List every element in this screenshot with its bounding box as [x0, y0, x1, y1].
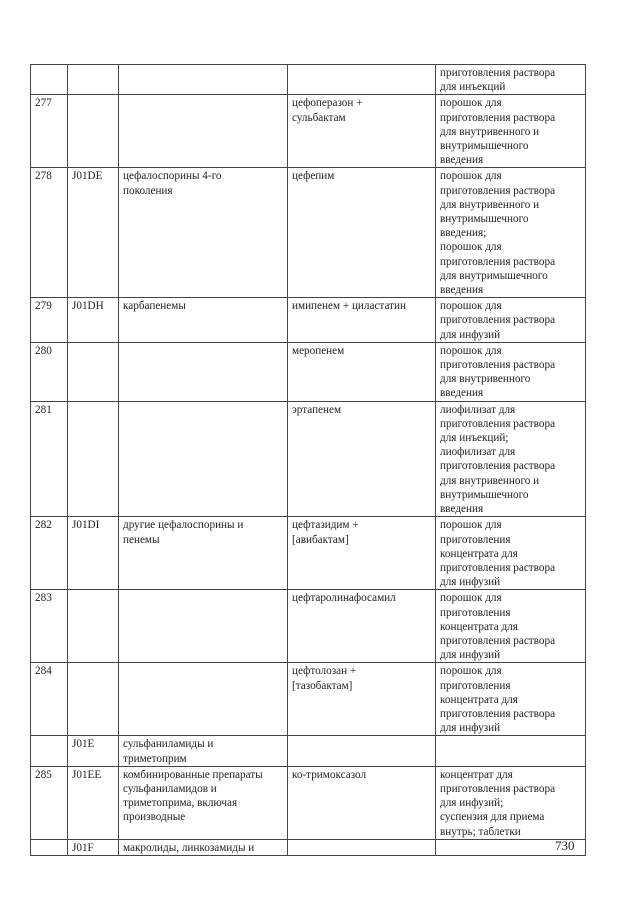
dosage-form-line: порошок для: [440, 170, 502, 183]
atc-group-line: триметоприма, включая: [123, 797, 238, 810]
atc-group-cell: [119, 342, 288, 401]
dosage-form-line: для инфузий: [440, 328, 501, 341]
drug-table: [30, 64, 586, 856]
atc-group-line: сульфаниламиды и: [123, 738, 214, 751]
dosage-form-line: концентрата для: [440, 693, 518, 706]
drug-name-line: имипенем + циластатин: [292, 300, 406, 313]
table-row: [31, 342, 586, 401]
table-row: [31, 736, 586, 766]
dosage-form-cell: [436, 168, 586, 298]
atc-group-cell: [119, 766, 288, 839]
dosage-form-line: для инфузий: [440, 722, 501, 735]
row-number-cell: [31, 65, 68, 95]
table-row: [31, 168, 586, 298]
atc-code-cell: [68, 95, 119, 168]
drug-name-cell: [288, 298, 436, 343]
atc-code-cell: [68, 65, 119, 95]
dosage-form-line: суспензия для приема: [440, 811, 545, 824]
dosage-form-line: для инфузий: [440, 649, 501, 662]
dosage-form-line: для внутримышечного: [440, 269, 548, 282]
table-row: [31, 401, 586, 517]
dosage-form-line: внутримышечного: [440, 488, 529, 501]
atc-group-line: сульфаниламидов и: [123, 782, 217, 795]
dosage-form-line: концентрат для: [440, 768, 513, 781]
drug-name-line: цефтолозан +: [292, 665, 357, 678]
atc-code-cell: [68, 766, 119, 839]
row-number: 277: [35, 97, 52, 110]
row-number: 281: [35, 403, 52, 416]
drug-name-line: [авибактам]: [292, 533, 349, 546]
atc-code: J01EE: [72, 768, 102, 781]
dosage-form-line: приготовления раствора: [440, 417, 556, 430]
dosage-form-line: введения: [440, 387, 484, 400]
atc-code-cell: [68, 401, 119, 517]
dosage-form-line: введения;: [440, 227, 487, 240]
dosage-form-line: для инфузий;: [440, 797, 504, 810]
atc-group-line: макролиды, линкозамиды и: [123, 841, 255, 854]
drug-name-cell: [288, 95, 436, 168]
atc-code-cell: [68, 736, 119, 766]
row-number-cell: [31, 766, 68, 839]
dosage-form-line: приготовления раствора: [440, 782, 556, 795]
drug-name-cell: [288, 517, 436, 590]
atc-group-cell: [119, 736, 288, 766]
dosage-form-line: для внутривенного и: [440, 198, 540, 211]
row-number: 280: [35, 344, 52, 357]
atc-code-cell: [68, 168, 119, 298]
atc-group-line: триметоприм: [123, 752, 187, 765]
dosage-form-cell: [436, 766, 586, 839]
dosage-form-line: порошок для: [440, 665, 502, 678]
atc-code: J01DI: [72, 519, 100, 532]
row-number-cell: [31, 663, 68, 736]
row-number-cell: [31, 517, 68, 590]
row-number-cell: [31, 401, 68, 517]
atc-group-cell: [119, 95, 288, 168]
dosage-form-line: для внутривенного и: [440, 474, 540, 487]
atc-code: J01DE: [72, 170, 103, 183]
drug-name-cell: [288, 663, 436, 736]
drug-name-cell: [288, 736, 436, 766]
dosage-form-line: концентрата для: [440, 547, 518, 560]
row-number-cell: [31, 168, 68, 298]
drug-name-cell: [288, 401, 436, 517]
drug-name-cell: [288, 590, 436, 663]
atc-code: J01F: [72, 841, 94, 854]
dosage-form-line: лиофилизат для: [440, 446, 516, 459]
dosage-form-line: для инъекций: [440, 81, 506, 94]
atc-group-cell: [119, 590, 288, 663]
page-number: 730: [555, 838, 575, 853]
table-row: [31, 298, 586, 343]
drug-name-line: сульбактам: [292, 111, 346, 124]
dosage-form-line: порошок для: [440, 344, 502, 357]
atc-code: J01DH: [72, 300, 104, 313]
dosage-form-line: приготовления раствора: [440, 561, 556, 574]
row-number: 283: [35, 592, 52, 605]
atc-code-cell: [68, 298, 119, 343]
dosage-form-line: внутримышечного: [440, 213, 529, 226]
dosage-form-line: введения: [440, 503, 484, 516]
dosage-form-line: порошок для: [440, 97, 502, 110]
atc-group-cell: [119, 168, 288, 298]
dosage-form-line: для инъекций;: [440, 432, 509, 445]
table-row: [31, 663, 586, 736]
dosage-form-line: порошок для: [440, 592, 502, 605]
dosage-form-line: внутрь; таблетки: [440, 825, 521, 838]
dosage-form-line: приготовления раствора: [440, 460, 556, 473]
table-row: [31, 590, 586, 663]
row-number-cell: [31, 590, 68, 663]
atc-code-cell: [68, 342, 119, 401]
row-number-cell: [31, 736, 68, 766]
dosage-form-line: приготовления раствора: [440, 634, 556, 647]
atc-group-line: пенемы: [123, 533, 160, 546]
atc-code-cell: [68, 517, 119, 590]
row-number: 282: [35, 519, 52, 532]
dosage-form-line: для внутривенного: [440, 373, 531, 386]
dosage-form-line: приготовления раствора: [440, 359, 556, 372]
dosage-form-line: приготовления раствора: [440, 184, 556, 197]
dosage-form-line: введения: [440, 154, 484, 167]
atc-group-cell: [119, 517, 288, 590]
dosage-form-line: порошок для: [440, 241, 502, 254]
row-number-cell: [31, 839, 68, 855]
atc-group-line: другие цефалоспорины и: [123, 519, 244, 532]
atc-group-line: карбапенемы: [123, 300, 186, 313]
drug-name-cell: [288, 766, 436, 839]
drug-name-cell: [288, 839, 436, 855]
dosage-form-line: концентрата для: [440, 620, 518, 633]
dosage-form-cell: [436, 65, 586, 95]
row-number: 284: [35, 665, 52, 678]
drug-name-cell: [288, 168, 436, 298]
atc-group-cell: [119, 65, 288, 95]
row-number-cell: [31, 298, 68, 343]
row-number-cell: [31, 342, 68, 401]
atc-group-line: поколения: [123, 184, 173, 197]
drug-name-line: [тазобактам]: [292, 679, 353, 692]
drug-table-body: [31, 65, 586, 856]
row-number-cell: [31, 95, 68, 168]
atc-group-cell: [119, 839, 288, 855]
dosage-form-cell: [436, 95, 586, 168]
table-row: [31, 95, 586, 168]
drug-name-cell: [288, 342, 436, 401]
dosage-form-line: порошок для: [440, 519, 502, 532]
atc-group-line: производные: [123, 811, 186, 824]
table-row: [31, 517, 586, 590]
dosage-form-cell: [436, 517, 586, 590]
drug-name-line: ко-тримоксазол: [292, 768, 367, 781]
drug-name-line: меропенем: [292, 344, 345, 357]
dosage-form-cell: [436, 298, 586, 343]
dosage-form-line: внутримышечного: [440, 140, 529, 153]
atc-group-line: цефалоспорины 4-го: [123, 170, 222, 183]
dosage-form-line: порошок для: [440, 300, 502, 313]
dosage-form-cell: [436, 736, 586, 766]
drug-name-line: цефтазидим +: [292, 519, 359, 532]
dosage-form-line: введения: [440, 284, 484, 297]
row-number: 285: [35, 768, 52, 781]
atc-group-cell: [119, 298, 288, 343]
dosage-form-line: лиофилизат для: [440, 403, 516, 416]
table-row: [31, 839, 586, 855]
row-number: 279: [35, 300, 52, 313]
atc-code-cell: [68, 663, 119, 736]
dosage-form-line: приготовления: [440, 679, 511, 692]
atc-group-cell: [119, 401, 288, 517]
dosage-form-cell: [436, 663, 586, 736]
atc-code-cell: [68, 839, 119, 855]
dosage-form-line: приготовления раствора: [440, 255, 556, 268]
atc-group-cell: [119, 663, 288, 736]
table-row: [31, 766, 586, 839]
atc-code-cell: [68, 590, 119, 663]
table-row: [31, 65, 586, 95]
dosage-form-cell: [436, 342, 586, 401]
row-number: 278: [35, 170, 52, 183]
dosage-form-line: для внутривенного и: [440, 125, 540, 138]
drug-name-line: эртапенем: [292, 403, 342, 416]
dosage-form-line: приготовления: [440, 606, 511, 619]
drug-name-cell: [288, 65, 436, 95]
drug-name-line: цефоперазон +: [292, 97, 363, 110]
dosage-form-line: для инфузий: [440, 576, 501, 589]
dosage-form-line: приготовления: [440, 533, 511, 546]
dosage-form-line: приготовления раствора: [440, 111, 556, 124]
atc-group-line: комбинированные препараты: [123, 768, 263, 781]
dosage-form-line: приготовления раствора: [440, 314, 556, 327]
dosage-form-cell: [436, 590, 586, 663]
dosage-form-line: приготовления раствора: [440, 67, 556, 79]
drug-name-line: цефепим: [292, 170, 335, 183]
atc-code: J01E: [72, 738, 95, 751]
dosage-form-cell: [436, 401, 586, 517]
drug-name-line: цефтаролинафосамил: [292, 592, 396, 605]
dosage-form-line: приготовления раствора: [440, 707, 556, 720]
